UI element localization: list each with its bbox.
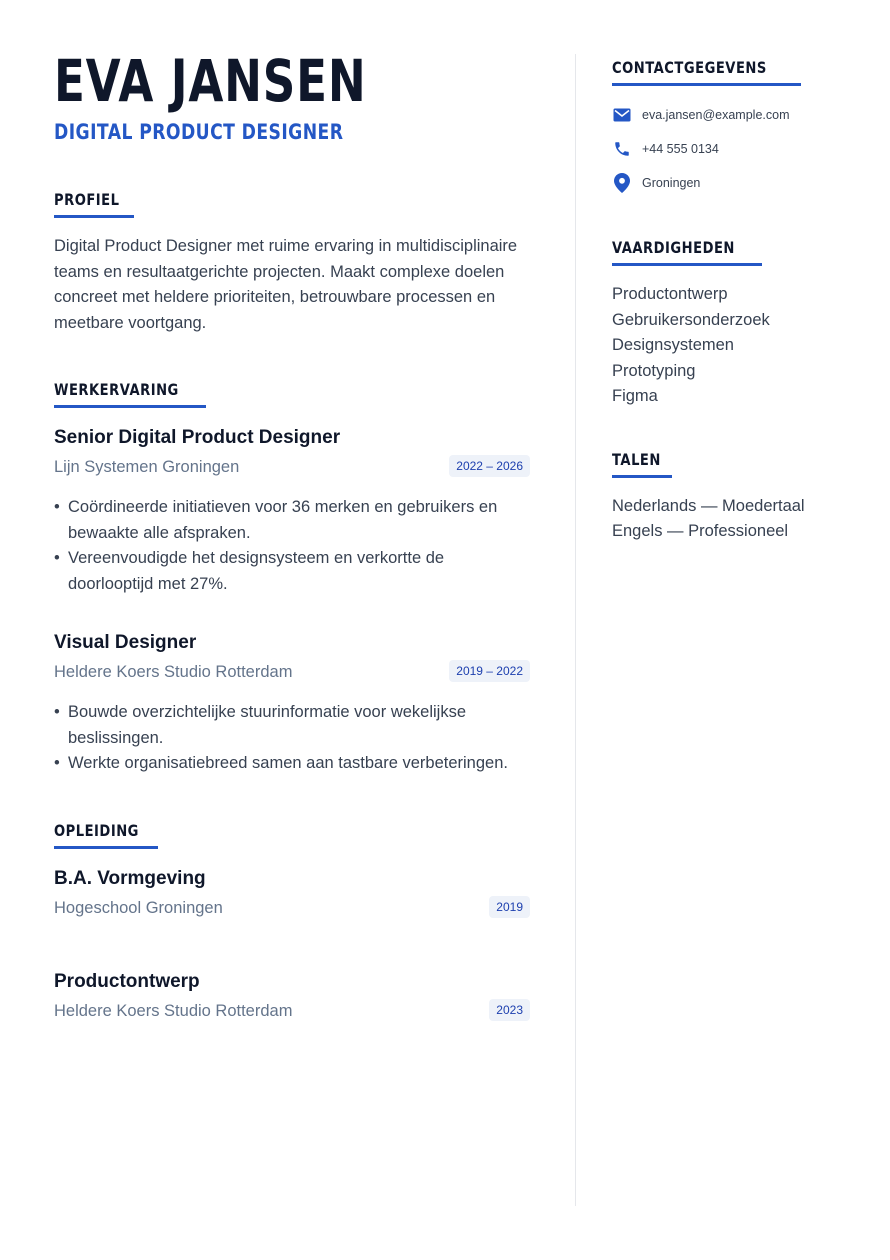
job-company: Heldere Koers Studio Rotterdam [54,663,293,681]
job-bullets [54,495,530,597]
skill-item: Prototyping [612,361,696,380]
location-text: Groningen [642,176,701,190]
list-item: • Vereenvoudigde het designsysteem en verkortte de doorlooptijd met 27%. [54,546,530,597]
education-school: Hogeschool Groningen [54,898,223,917]
bullet-icon: • [54,703,60,721]
profile-text: Digital Product Designer met ruime ervaring in multidisciplinaire teams en resultaatgerichte projecten. Maakt complexe doelen concreet met heldere prioriteiten, betrouwbare processen en meetbare voortgang. [54,237,518,332]
profile-section [54,190,530,336]
job-company: Lijn Systemen Groningen [54,458,240,476]
skills-section [612,238,852,410]
skill-item: Figma [612,387,658,405]
column-divider [575,54,576,1206]
contact-heading: CONTACTGEGEVENS [612,58,801,86]
education-year-badge: 2019 [489,896,530,918]
experience-heading: WERKERVARING [54,380,206,408]
bullet-icon: • [54,498,60,516]
education-heading: OPLEIDING [54,821,158,849]
side-column [612,58,852,545]
contact-section [612,58,852,200]
education-school: Heldere Koers Studio Rotterdam [54,1001,293,1020]
mail-icon [612,105,632,125]
skill-item: Designsystemen [612,336,734,354]
list-item: • Werkte organisatiebreed samen aan tastbare verbeteringen. [54,751,530,777]
job-entry [54,631,530,777]
education-year-badge: 2023 [489,999,530,1021]
education-meta [54,896,530,922]
profile-heading: PROFIEL [54,190,134,218]
phone-text: +44 555 0134 [642,142,719,156]
job-meta [54,660,530,686]
education-entry [54,867,530,922]
job-dates-badge: 2022 – 2026 [449,455,530,477]
job-entry [54,426,530,597]
skills-heading: VAARDIGHEDEN [612,238,762,266]
main-column [54,48,530,1025]
education-meta [54,999,530,1025]
language-item: Engels — Professioneel [612,522,789,540]
education-title: Productontwerp [54,970,200,992]
education-entry [54,970,530,1025]
contact-email[interactable] [612,98,852,132]
contact-location [612,166,852,200]
bullet-icon: • [54,754,60,772]
languages-heading: TALEN [612,450,672,478]
experience-section [54,380,530,777]
skill-item: Productontwerp [612,285,728,303]
list-item: • Coördineerde initiatieven voor 36 merken en gebruikers en bewaakte alle afspraken. [54,495,530,546]
location-pin-icon [612,173,632,193]
email-text: eva.jansen@example.com [642,108,790,122]
job-dates-badge: 2019 – 2022 [449,660,530,682]
job-meta [54,455,530,481]
job-title: Senior Digital Product Designer [54,427,341,448]
skills-list [612,282,852,410]
skill-item: Gebruikersonderzoek [612,310,770,329]
candidate-role: DIGITAL PRODUCT DESIGNER [54,120,344,144]
language-item: Nederlands — Moedertaal [612,496,805,515]
phone-icon [612,139,632,159]
bullet-icon: • [54,549,60,567]
education-section [54,821,530,1025]
contact-phone[interactable] [612,132,852,166]
languages-section [612,450,852,545]
list-item: • Bouwde overzichtelijke stuurinformatie voor wekelijkse beslissingen. [54,700,530,751]
education-title: B.A. Vormgeving [54,867,206,889]
languages-list [612,494,852,545]
job-bullets [54,700,530,777]
job-title: Visual Designer [54,632,197,653]
candidate-name: EVA JANSEN [54,47,367,115]
